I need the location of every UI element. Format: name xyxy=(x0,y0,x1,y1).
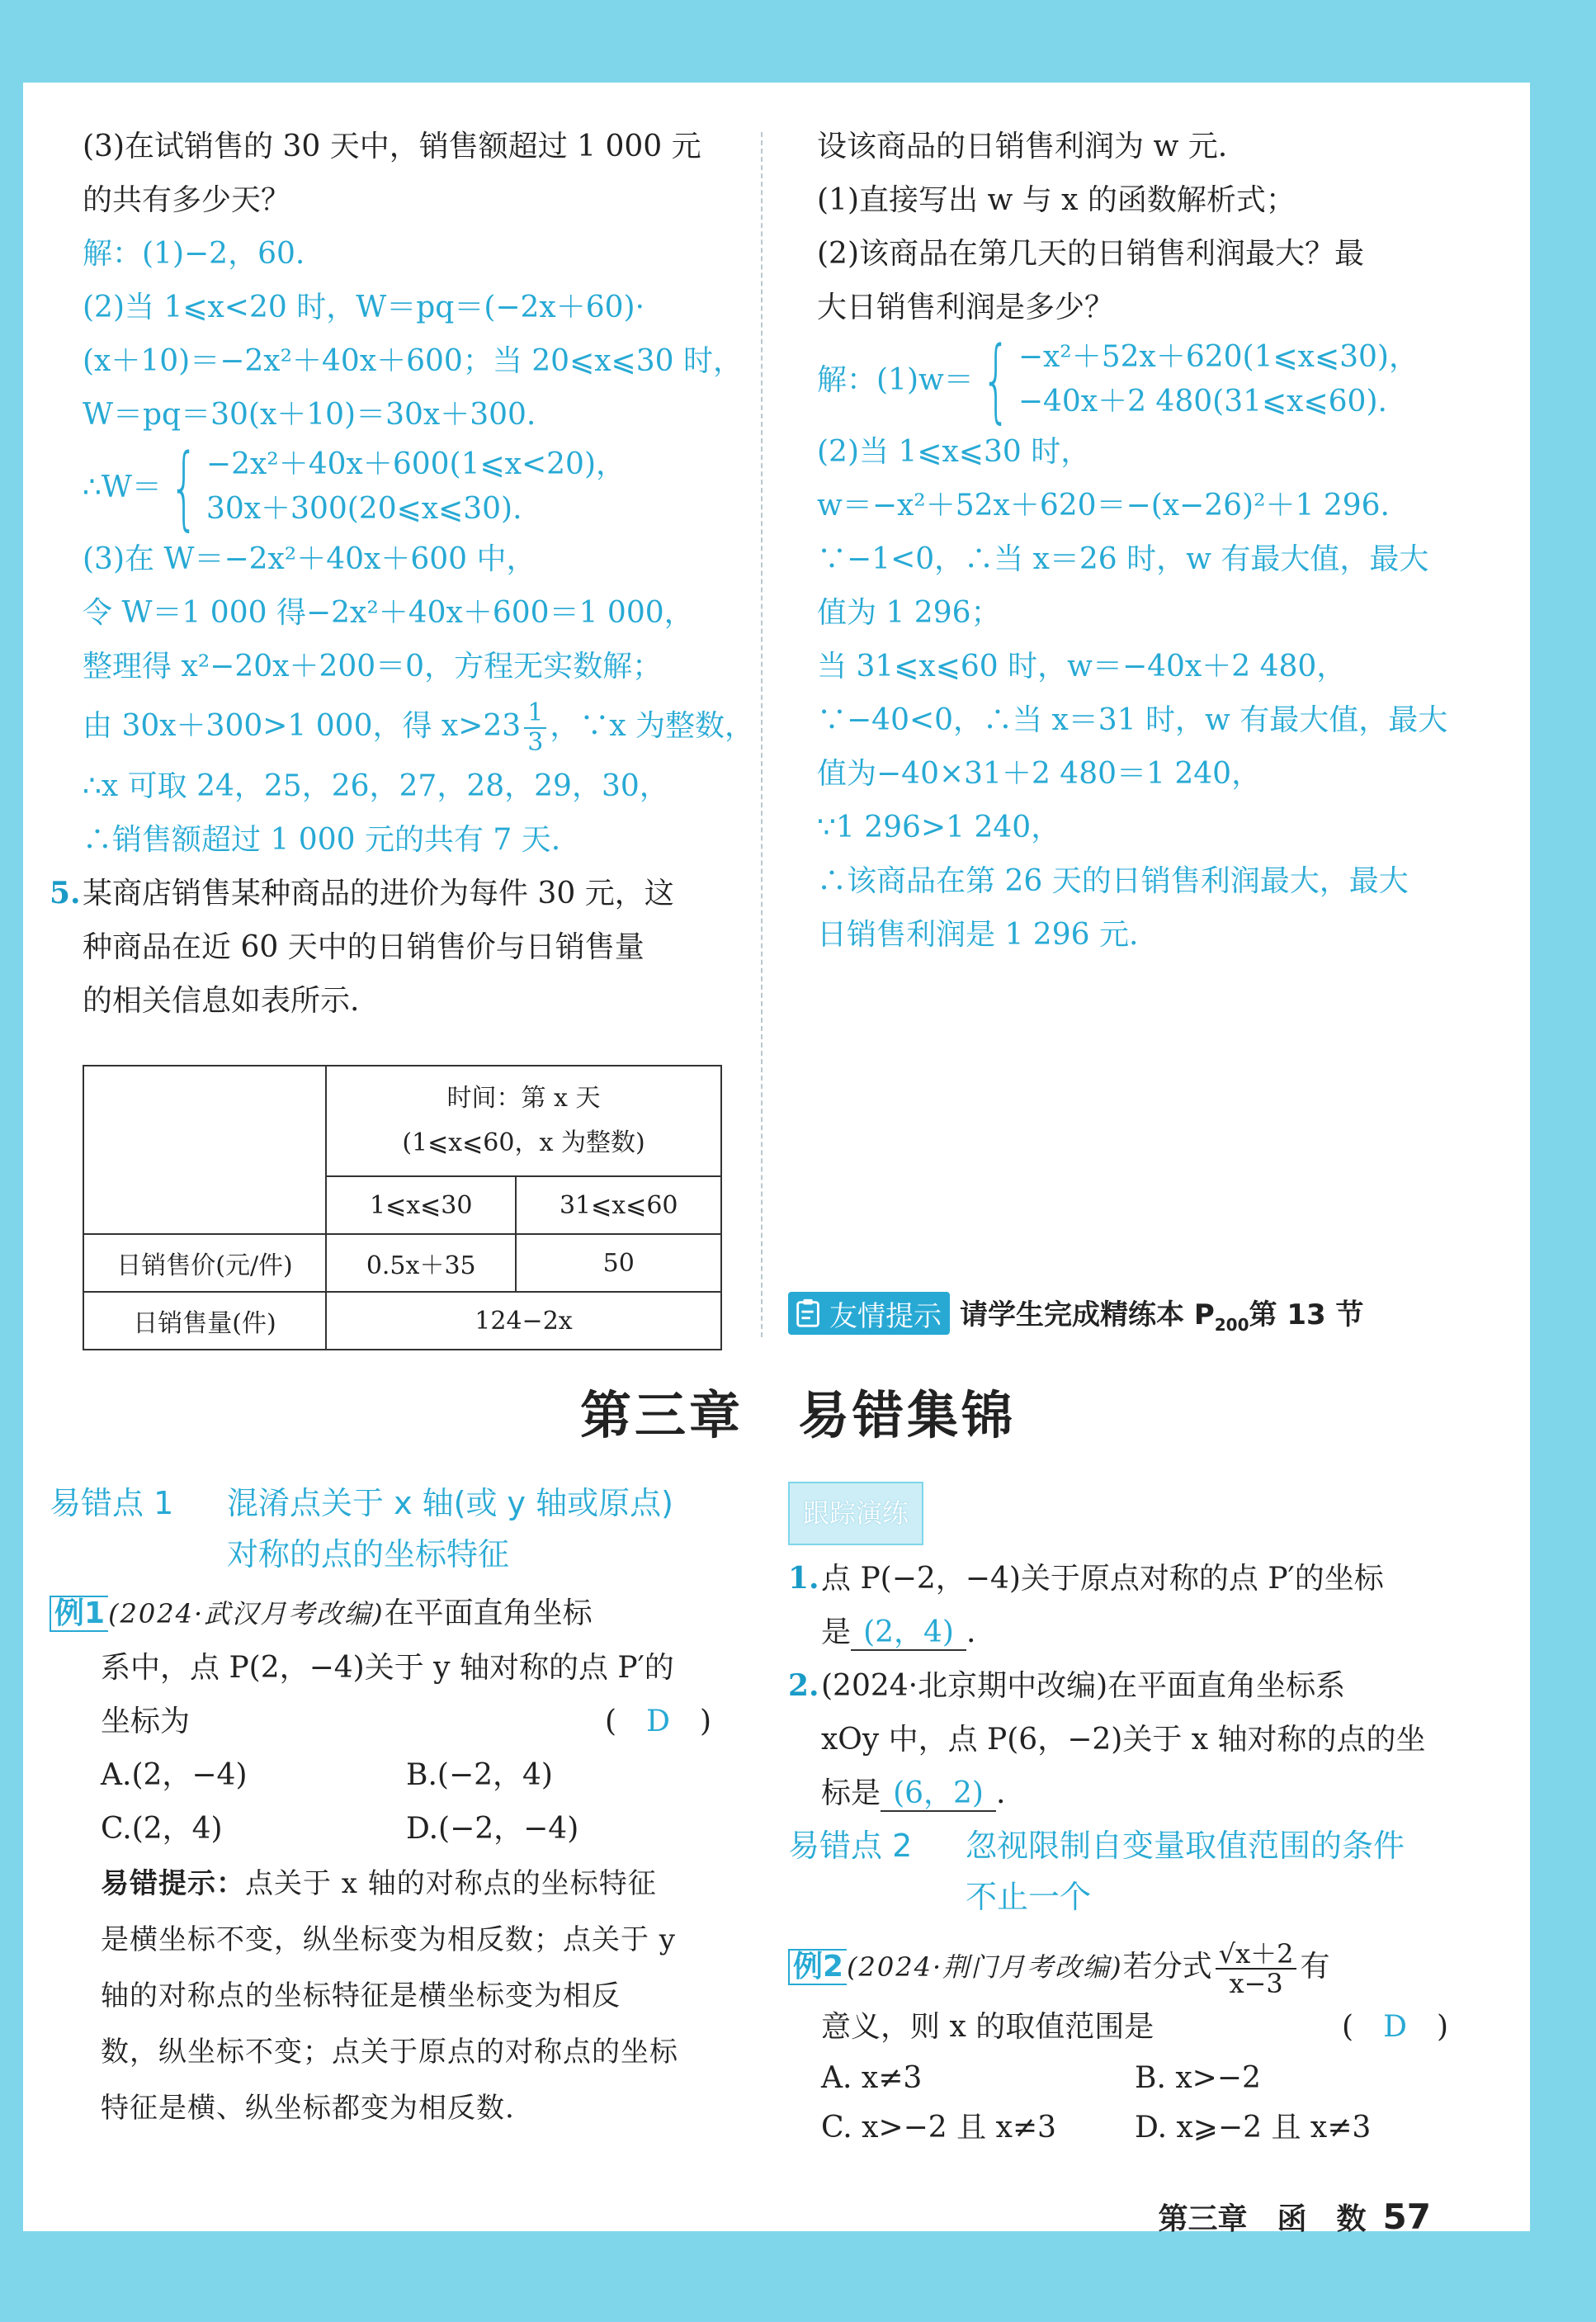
tip-text xyxy=(960,1292,1364,1335)
option-a: A.(2，−4) xyxy=(101,1758,248,1792)
inequality-text: 由 30x＋300>1 000，得 x>23 xyxy=(83,709,522,743)
solution-line: 日销售利润是 1 296 元. xyxy=(817,918,1139,952)
option-d: D. x⩾−2 且 x≠3 xyxy=(1135,2111,1372,2145)
table-header-line: (1⩽x⩽60，x 为整数) xyxy=(402,1128,645,1157)
chapter-title: 第三章 易错集锦 xyxy=(579,1385,1016,1445)
example-text: 若分式 xyxy=(1122,1950,1212,1984)
q3-line: 的共有多少天？ xyxy=(83,183,291,217)
sales-table xyxy=(83,1065,722,1350)
options-row xyxy=(101,1748,711,1802)
options-row xyxy=(101,1802,711,1856)
options-row xyxy=(821,2103,1448,2153)
fraction xyxy=(524,699,546,757)
question-text: 某商店销售某种商品的进价为每件 30 元，这 xyxy=(83,877,674,910)
solution-line xyxy=(83,693,755,759)
question-text: 是 xyxy=(821,1615,852,1649)
brace-symbol: { xyxy=(981,327,1011,433)
answer-choice: D xyxy=(646,1705,670,1738)
solution-line: W＝pq＝30(x＋10)＝30x＋300. xyxy=(83,398,536,432)
table-header xyxy=(326,1066,721,1176)
column-divider xyxy=(761,132,763,1337)
solution-line: 值为 1 296； xyxy=(817,596,1001,630)
solution-line: (3)在 W＝−2x²＋40x＋600 中， xyxy=(83,542,536,576)
option-a: A. x≠3 xyxy=(821,2061,923,2095)
answer-blank: (2，4) xyxy=(851,1616,966,1651)
page-footer xyxy=(1159,2196,1431,2238)
solution-line: ∵−40<0，∴当 x＝31 时，w 有最大值，最大 xyxy=(817,703,1448,737)
example-text: 坐标为 xyxy=(101,1705,191,1738)
error-point-tag: 易错点 2 xyxy=(788,1828,913,1864)
fraction-numerator: 1 xyxy=(524,699,546,729)
right-column-top xyxy=(817,120,1461,962)
solution-line: ∵−1<0，∴当 x＝26 时，w 有最大值，最大 xyxy=(817,542,1429,576)
example-tag: 例2 xyxy=(788,1949,847,1985)
solution-line: 当 31⩽x⩽60 时，w＝−40x＋2 480， xyxy=(817,650,1347,683)
question-number: 5. xyxy=(50,876,81,910)
error-point-title: 不止一个 xyxy=(966,1879,1092,1915)
solution-line: (2)当 1⩽x⩽30 时， xyxy=(817,435,1091,469)
table-cell: 50 xyxy=(516,1234,721,1292)
track-practice-tag: 跟踪演练 xyxy=(788,1482,923,1545)
hint-text: 点关于 x 轴的对称点的坐标特征 xyxy=(245,1867,657,1900)
solution-line: 整理得 x²−20x＋200＝0，方程无实数解； xyxy=(83,650,663,683)
question-number: 2. xyxy=(788,1668,819,1703)
fraction-denominator: 3 xyxy=(527,728,544,757)
table-range: 31⩽x⩽60 xyxy=(516,1176,721,1234)
error-point-1-heading xyxy=(50,1478,743,1529)
fraction-numerator: √x＋2 xyxy=(1216,1940,1297,1970)
tip-text-section: 第 13 节 xyxy=(1249,1298,1364,1332)
question-text: 种商品在近 60 天中的日销售价与日销售量 xyxy=(83,930,645,964)
error-point-title: 忽视限制自变量取值范围的条件 xyxy=(966,1828,1405,1864)
question-5 xyxy=(50,867,726,920)
table-cell: 124−2x xyxy=(326,1292,721,1350)
hint-text: 轴的对称点的坐标特征是横坐标变为相反 xyxy=(101,1979,621,2012)
question-text: 大日销售利润是多少？ xyxy=(817,291,1115,324)
solution-line: w＝−x²＋52x＋620＝−(x−26)²＋1 296. xyxy=(817,489,1391,523)
hint-text: 特征是横、纵坐标都变为相反数. xyxy=(101,2092,515,2125)
tip-text-main: 请学生完成精练本 P xyxy=(960,1298,1215,1332)
table-cell: 0.5x＋35 xyxy=(326,1234,516,1292)
page-frame-bottom xyxy=(0,2231,1596,2322)
table-range: 1⩽x⩽30 xyxy=(326,1176,516,1234)
solution-line: ∴销售额超过 1 000 元的共有 7 天. xyxy=(83,823,561,857)
example-source: (2024·荆门月考改编) xyxy=(847,1951,1123,1983)
question-text: 设该商品的日销售利润为 w 元. xyxy=(817,130,1228,163)
answer-bracket: ( D ) xyxy=(605,1705,711,1738)
left-column-top xyxy=(50,120,755,1028)
solution-line: ∴x 可取 24，25，26，27，28，29，30， xyxy=(83,769,669,803)
example-text: 有 xyxy=(1300,1950,1330,1984)
question-text: (2024·北京期中改编)在平面直角坐标系 xyxy=(821,1669,1346,1703)
option-c: C. x>−2 且 x≠3 xyxy=(821,2111,1056,2145)
example-answer-row xyxy=(821,2000,1448,2054)
piecewise-prefix: ∴W＝ xyxy=(83,470,162,504)
piecewise-case: −40x＋2 480(31⩽x⩽60). xyxy=(1018,385,1387,419)
piecewise-prefix: 解：(1)w＝ xyxy=(817,362,974,397)
fraction xyxy=(1216,1940,1297,1998)
brace-symbol: { xyxy=(169,434,199,540)
solution-line: ∴该商品在第 26 天的日销售利润最大，最大 xyxy=(817,864,1409,898)
answer-bracket: ( D ) xyxy=(1342,2010,1448,2044)
piecewise-case: 30x＋300(20⩽x⩽30). xyxy=(205,492,522,526)
option-b: B. x>−2 xyxy=(1135,2061,1261,2095)
track-question-2-answer: 标是 (6，2) . xyxy=(821,1776,1006,1810)
left-column-bottom xyxy=(50,1478,743,2136)
page-frame-top xyxy=(0,0,1596,83)
question-text: 的相关信息如表所示. xyxy=(83,984,360,1018)
table-header-line: 时间：第 x 天 xyxy=(446,1084,601,1113)
tip-badge xyxy=(788,1292,950,1335)
answer-blank: (6，2) xyxy=(881,1777,996,1812)
solution-line: 值为−40×31＋2 480＝1 240， xyxy=(817,757,1262,791)
option-c: C.(2，4) xyxy=(101,1812,223,1846)
fraction-denominator: x−3 xyxy=(1229,1968,1283,1999)
friendly-tip xyxy=(788,1292,1364,1335)
option-b: B.(−2，4) xyxy=(406,1758,553,1792)
question-text: 标是 xyxy=(821,1776,881,1810)
page-frame-right xyxy=(1530,0,1596,2322)
example-text: 在平面直角坐标 xyxy=(384,1596,593,1630)
example-answer-row xyxy=(101,1695,711,1748)
solution-line: 令 W＝1 000 得−2x²＋40x＋600＝1 000， xyxy=(83,596,694,630)
example-tag: 例1 xyxy=(50,1596,108,1632)
example-2 xyxy=(788,1934,1473,2000)
question-text: 点 P(−2，−4)关于原点对称的点 P′的坐标 xyxy=(821,1562,1384,1596)
hint-text: 是横坐标不变，纵坐标变为相反数；点关于 y xyxy=(101,1923,677,1956)
example-text: 系中，点 P(2，−4)关于 y 轴对称的点 P′的 xyxy=(101,1651,674,1685)
tip-page-sub: 200 xyxy=(1214,1314,1249,1335)
table-corner xyxy=(83,1066,326,1234)
answer-choice: D xyxy=(1383,2010,1407,2044)
question-text: (2)该商品在第几天的日销售利润最大？最 xyxy=(817,237,1364,271)
example-source: (2024·武汉月考改编) xyxy=(108,1598,385,1629)
hint-label: 易错提示： xyxy=(101,1867,245,1900)
q3-line: (3)在试销售的 30 天中，销售额超过 1 000 元 xyxy=(83,130,701,163)
solution-line: (2)当 1⩽x<20 时，W＝pq＝(−2x＋60)· xyxy=(83,291,645,324)
piecewise-w xyxy=(817,327,1461,433)
solution-line: (x＋10)＝−2x²＋40x＋600；当 20⩽x⩽30 时， xyxy=(83,344,743,378)
example-1 xyxy=(50,1587,743,1641)
hint-text: 数，纵坐标不变；点关于原点的对称点的坐标 xyxy=(101,2036,678,2069)
question-number: 1. xyxy=(788,1561,819,1596)
piecewise-case: −2x²＋40x＋600(1⩽x<20)， xyxy=(205,447,626,481)
example-text: 意义，则 x 的取值范围是 xyxy=(821,2010,1155,2044)
option-d: D.(−2，−4) xyxy=(406,1812,579,1846)
track-question-2 xyxy=(788,1659,1473,1713)
track-question-1 xyxy=(788,1552,1473,1606)
inequality-text: ，∵x 为整数， xyxy=(550,709,755,743)
footer-chapter: 第三章 函 数 xyxy=(1158,2202,1367,2236)
error-point-title: 混淆点关于 x 轴(或 y 轴或原点) xyxy=(227,1485,673,1521)
track-question-1-answer: 是 (2，4) . xyxy=(821,1615,976,1649)
table-row-label: 日销售价(元/件) xyxy=(83,1234,326,1292)
options-row xyxy=(821,2054,1448,2103)
table-row-label: 日销售量(件) xyxy=(83,1292,326,1350)
error-hint xyxy=(101,1856,743,2136)
question-text: xOy 中，点 P(6，−2)关于 x 轴对称的点的坐 xyxy=(821,1723,1426,1757)
clipboard-icon xyxy=(793,1298,824,1329)
tip-badge-label: 友情提示 xyxy=(829,1299,942,1333)
error-point-tag: 易错点 1 xyxy=(50,1485,174,1521)
solution-line: 解：(1)−2，60. xyxy=(83,237,305,271)
error-point-title: 对称的点的坐标特征 xyxy=(227,1536,510,1572)
solution-line: ∵1 296>1 240， xyxy=(817,811,1061,844)
question-text: (1)直接写出 w 与 x 的函数解析式； xyxy=(817,183,1296,217)
page-number: 57 xyxy=(1382,2197,1431,2237)
piecewise-case: −x²＋52x＋620(1⩽x⩽30)， xyxy=(1018,340,1419,374)
right-column-bottom xyxy=(788,1482,1473,2153)
error-point-2-heading xyxy=(788,1820,1473,1871)
piecewise-W xyxy=(83,434,726,540)
page-frame-left xyxy=(0,0,23,2322)
